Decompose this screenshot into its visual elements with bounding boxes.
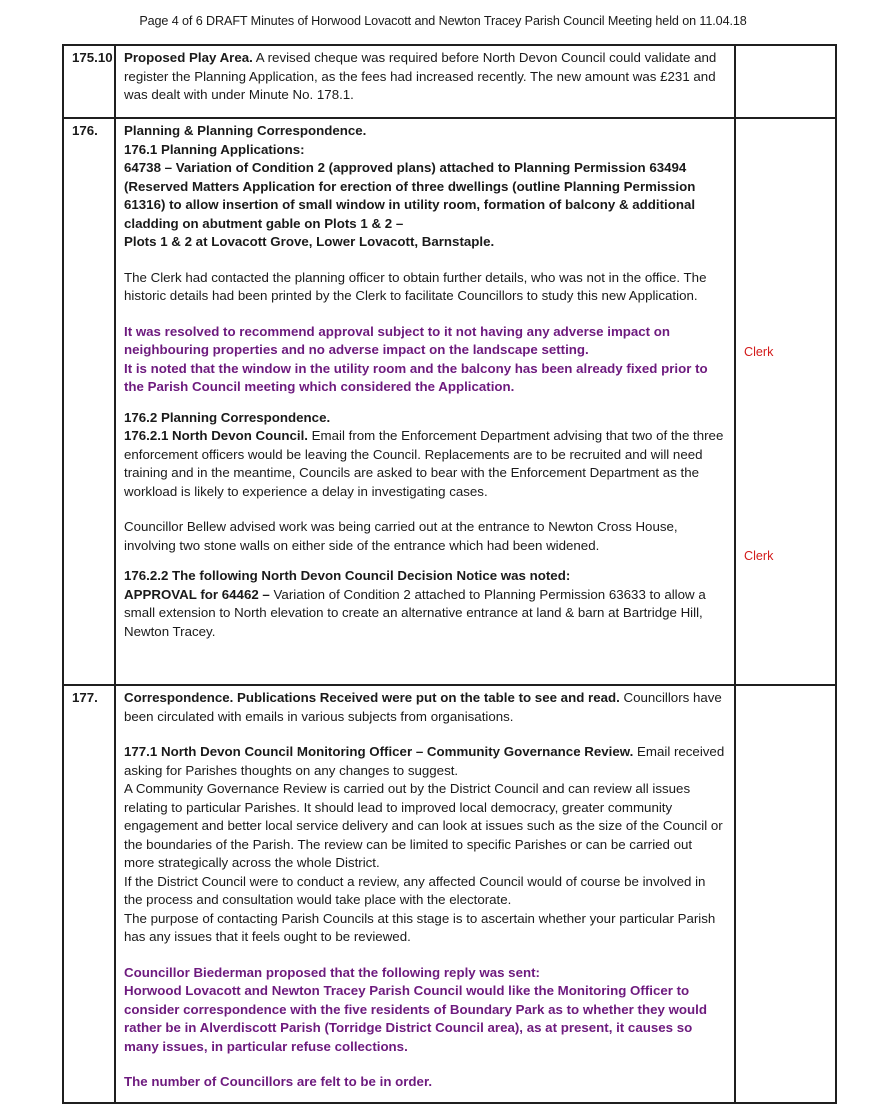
councillor-note: Councillor Bellew advised work was being carried out at the entrance to Newton Cross House, involving two stone walls on either side of the entrance which had been widened. (124, 519, 678, 553)
minute-number: 175.10 (63, 45, 115, 118)
councillors-note: The number of Councillors are felt to be in order. (124, 1074, 433, 1089)
decision-label: APPROVAL for 64462 – (124, 586, 270, 602)
action-label: Clerk (744, 345, 774, 359)
minute-paragraph (124, 689, 726, 726)
subsection-heading: 176.1 Planning Applications: (124, 141, 305, 157)
minute-text: A revised cheque was required before North Devon Council could validate and register the Planning Application, as the fees had increased recently. The new amount was £231 and was dealt with under Minute No. 178.1. (124, 50, 717, 102)
minute-body (115, 118, 735, 685)
minute-title: Proposed Play Area. (124, 50, 253, 65)
action-cell (735, 118, 836, 685)
body-paragraph: If the District Council were to conduct a review, any affected Council would of course be involved in the process and consultation would take place with the electorate. (124, 873, 706, 907)
correspondence-item (124, 427, 726, 501)
minute-number: 177. (63, 685, 115, 1103)
proposal-intro: Councillor Biederman proposed that the following reply was sent: (124, 964, 540, 980)
action-cell (735, 685, 836, 1103)
minute-row-177 (63, 685, 836, 1103)
body-paragraph: A Community Governance Review is carried out by the District Council and can review all issues relating to particular Parishes. It should lead to improved local democracy, greater community engagement and better local service delivery and can look at issues such as the size of the Council or the boundaries of the Parish. The review can be limited to specific Parishes or can be carried out more strategically across the whole District. (124, 781, 723, 870)
minute-text: Councillors have been circulated with emails in various subjects from organisations. (124, 690, 722, 724)
body-paragraph: The purpose of contacting Parish Councils at this stage is to ascertain whether your particular Parish has any issues that it feels ought to be reviewed. (124, 910, 716, 944)
proposal-text: Horwood Lovacott and Newton Tracey Parish Council would like the Monitoring Officer to consider correspondence with the five residents of Boundary Park as to whether they would rather be in Alverdiscott Parish (Torridge District Council area), as at present, it causes so many issues, in particular refuse collections. (124, 983, 707, 1054)
action-cell (735, 45, 836, 118)
noted-text: It is noted that the window in the utility room and the balcony has been already fixed prior to the Parish Council meeting which considered the Application. (124, 360, 708, 394)
item-label: 176.2.1 North Devon Council. (124, 428, 308, 443)
application-details: 64738 – Variation of Condition 2 (approved plans) attached to Planning Permission 63494 (Reserved Matters Application for erection of three dwellings (outline Planning Permission 61316) to allow insertion of small window in utility room, formation of balcony & additional cladding on abutment gable on Plots 1 & 2 – (124, 160, 696, 231)
action-label: Clerk (744, 549, 774, 563)
resolution-text: It was resolved to recommend approval subject to it not having any adverse impact on neighbouring properties and no adverse impact on the landscape setting. (124, 323, 671, 357)
minute-body (115, 45, 735, 118)
item-text: Email from the Enforcement Department advising that two of the three enforcement officers would be leaving the Council. Replacements are to be recruited and will need training and in the meantime, Councils are asked to bear with the Enforcement Department as the workload is likely to experience a delay in investigating cases. (124, 428, 724, 499)
clerk-note: The Clerk had contacted the planning officer to obtain further details, who was not in the office. The historic details had been printed by the Clerk to facilitate Councillors to study this new Application. (124, 269, 707, 303)
subsection-paragraph (124, 743, 726, 780)
subsection-label: 177.1 North Devon Council Monitoring Officer – Community Governance Review. (124, 744, 634, 759)
subsection-heading: 176.2 Planning Correspondence. (124, 409, 331, 425)
minute-heading: Planning & Planning Correspondence. (124, 123, 367, 138)
minute-row-175-10 (63, 45, 836, 118)
application-location: Plots 1 & 2 at Lovacott Grove, Lower Lovacott, Barnstaple. (124, 234, 495, 249)
minute-paragraph (124, 49, 726, 105)
minute-body (115, 685, 735, 1103)
minute-heading: Correspondence. Publications Received were put on the table to see and read. (124, 690, 620, 705)
minutes-table (62, 44, 837, 1104)
subsection-heading: 176.2.2 The following North Devon Council Decision Notice was noted: (124, 568, 571, 583)
minute-number: 176. (63, 118, 115, 685)
decision-notice (124, 586, 726, 642)
subsection-text: Email received asking for Parishes thoughts on any changes to suggest. (124, 744, 725, 778)
minute-row-176 (63, 118, 836, 685)
page-header: Page 4 of 6 DRAFT Minutes of Horwood Lovacott and Newton Tracey Parish Council Meeting held on 11.04.18 (139, 14, 747, 28)
decision-text: Variation of Condition 2 attached to Planning Permission 63633 to allow a small extension to North elevation to create an alternative entrance at land & barn at Bartridge Hill, Newton Tracey. (124, 586, 706, 639)
